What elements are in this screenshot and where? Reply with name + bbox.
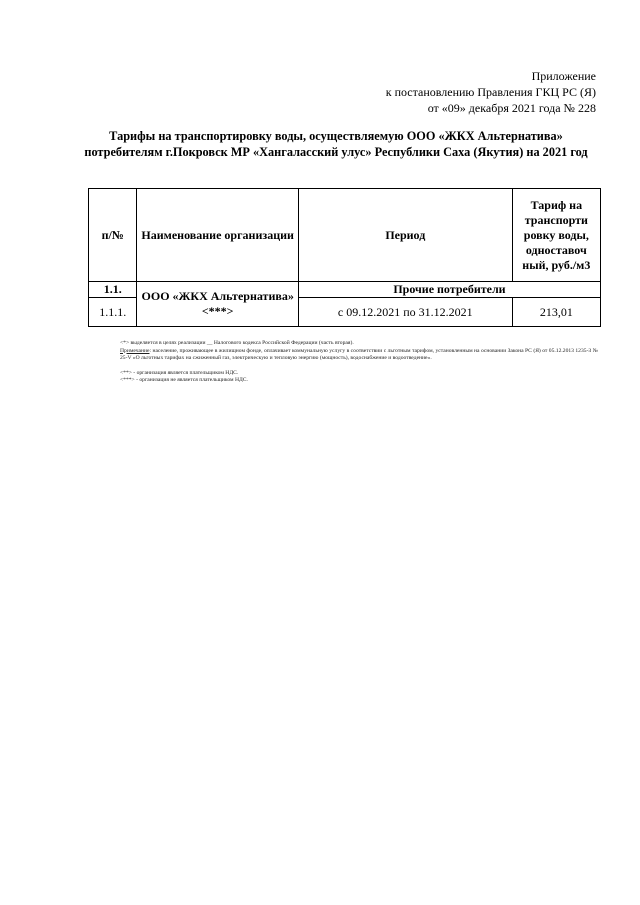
table-row <box>89 282 601 298</box>
header-period: Период <box>298 189 512 282</box>
row-period: с 09.12.2021 по 31.12.2021 <box>298 298 512 327</box>
note-text: : население, проживающее в жилищном фонде, оплачивает коммунальную услугу в соответствии с льготным тарифом, установленным на основании Закона РС (Я) от 05.12.2013 1235-З № 25-V «О льготных тарифах на сжиженный газ, электрическую и тепловую энергию (мощность), водоснабжение и водоотведение». <box>120 347 598 362</box>
document-title: Тарифы на транспортировку воды, осуществляемую ООО «ЖКХ Альтернатива» потребителям г.Покровск МР «Хангаласский улус» Республики Саха (Якутия) на 2021 год <box>84 129 588 159</box>
organization-name: ООО «ЖКХ Альтернатива» <***> <box>137 282 299 327</box>
row-num: 1.1.1. <box>89 298 137 327</box>
footnote-vat-payer: <**> - организация является плательщиком НДС. <box>120 369 239 376</box>
appendix-header <box>386 68 596 116</box>
footnote-vat-purpose: <*> выделяется в целях реализации __ Налогового кодекса Российской Федерации (часть вторая). <box>120 340 354 346</box>
row-tariff: 213,01 <box>512 298 600 327</box>
header-tariff: Тариф на транспорти ровку воды, одноставоч ный, руб./м3 <box>512 189 600 282</box>
appendix-resolution: к постановлению Правления ГКЦ РС (Я) <box>385 85 596 99</box>
appendix-label: Приложение <box>531 69 596 83</box>
table-header-row <box>89 189 601 282</box>
note-label: Примечание <box>120 347 150 354</box>
row-num: 1.1. <box>89 282 137 298</box>
header-organization: Наименование организации <box>137 189 299 282</box>
footnote-non-vat-payer: <***> - организация не является плательщиком НДС. <box>120 377 248 384</box>
tariff-table <box>88 188 601 327</box>
consumer-category: Прочие потребители <box>298 282 600 298</box>
footnotes <box>120 340 598 385</box>
footnote-note <box>120 348 598 363</box>
header-num: п/№ <box>89 189 137 282</box>
appendix-date: от «09» декабря 2021 года № 228 <box>427 101 596 115</box>
